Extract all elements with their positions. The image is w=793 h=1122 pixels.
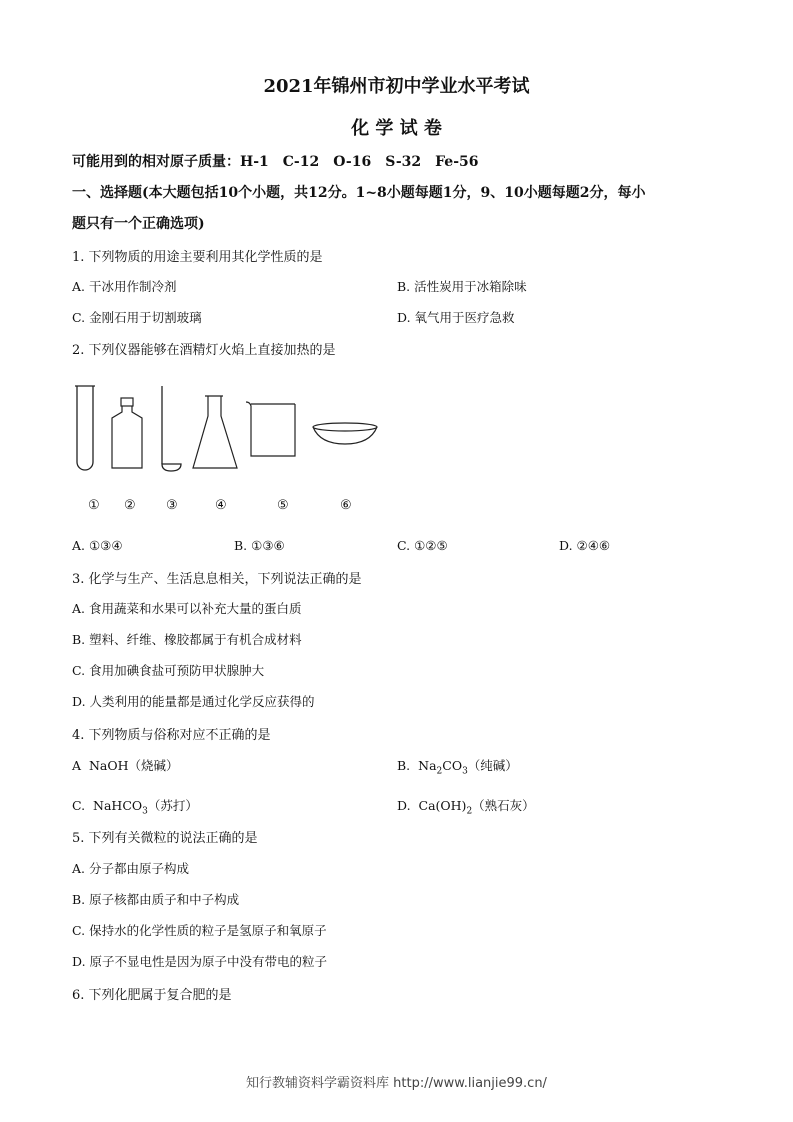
apparatus-label-1: ① xyxy=(88,498,100,513)
q4-stem: 4. 下列物质与俗称对应不正确的是 xyxy=(72,728,271,743)
q4-option-a xyxy=(72,756,179,774)
q2-option-d: D. ②④⑥ xyxy=(559,538,611,553)
apparatus-label-3: ③ xyxy=(166,498,178,513)
beaker-icon xyxy=(244,398,300,462)
apparatus-label-5: ⑤ xyxy=(277,498,289,513)
q4-option-d xyxy=(397,796,535,817)
q3-option-a: A. 食用蔬菜和水果可以补充大量的蛋白质 xyxy=(72,601,302,616)
q4-option-c-prefix: C. xyxy=(72,798,86,813)
combustion-spoon-icon xyxy=(156,384,186,476)
evaporating-dish-icon xyxy=(310,420,380,448)
q2-option-b: B. ①③⑥ xyxy=(234,538,285,553)
apparatus-label-6: ⑥ xyxy=(340,498,352,513)
atomic-masses: 可能用到的相对原子质量：H-1 C-12 O-16 S-32 Fe-56 xyxy=(72,154,479,170)
q4-option-b-formula-part: CO xyxy=(442,758,463,773)
footer-watermark: 知行教辅资料学霸资料库 http://www.lianjie99.cn/ xyxy=(246,1076,547,1091)
q5-stem: 5. 下列有关微粒的说法正确的是 xyxy=(72,831,258,846)
q5-option-c: C. 保持水的化学性质的粒子是氢原子和氧原子 xyxy=(72,923,327,938)
q1-option-b: B. 活性炭用于冰箱除味 xyxy=(397,279,527,294)
q3-stem: 3. 化学与生产、生活息息相关，下列说法正确的是 xyxy=(72,572,362,587)
conical-flask-icon xyxy=(190,392,240,474)
q2-option-c: C. ①②⑤ xyxy=(397,538,448,553)
section-instructions-line2: 题只有一个正确选项) xyxy=(72,216,205,232)
q4-option-c-formula-part: NaHCO xyxy=(93,798,143,813)
q1-option-d: D. 氧气用于医疗急救 xyxy=(397,310,515,325)
q4-option-c xyxy=(72,796,198,817)
q5-option-d: D. 原子不显电性是因为原子中没有带电的粒子 xyxy=(72,954,328,969)
q2-option-a: A. ①③④ xyxy=(72,538,123,553)
page-title: 2021年锦州市初中学业水平考试 xyxy=(263,76,530,97)
apparatus-label-2: ② xyxy=(124,498,136,513)
test-tube-icon xyxy=(72,382,98,476)
q4-option-a-text: NaOH（烧碱） xyxy=(88,758,179,773)
q3-option-d: D. 人类利用的能量都是通过化学反应获得的 xyxy=(72,694,315,709)
q4-option-b-name: （纯碱） xyxy=(467,758,518,773)
q4-option-b-prefix: B. xyxy=(397,758,411,773)
q4-option-b xyxy=(397,756,518,777)
q1-stem: 1. 下列物质的用途主要利用其化学性质的是 xyxy=(72,250,323,265)
q4-option-d-name: （熟石灰） xyxy=(472,798,535,813)
q4-option-d-formula-part: Ca(OH) xyxy=(418,798,467,813)
q4-option-b-subscript: 3 xyxy=(462,766,468,777)
q4-option-a-prefix: A xyxy=(72,758,82,773)
page-subtitle: 化 学 试 卷 xyxy=(351,118,442,139)
section-instructions-line1: 一、选择题(本大题包括10个小题，共12分。1~8小题每题1分，9、10小题每题2分，每小 xyxy=(72,185,646,201)
reagent-bottle-icon xyxy=(108,396,146,472)
q6-stem: 6. 下列化肥属于复合肥的是 xyxy=(72,988,232,1003)
q1-option-c: C. 金刚石用于切割玻璃 xyxy=(72,310,202,325)
q4-option-b-subscript: 2 xyxy=(436,766,443,777)
q5-option-a: A. 分子都由原子构成 xyxy=(72,861,189,876)
q4-option-c-name: （苏打） xyxy=(147,798,198,813)
q1-option-a: A. 干冰用作制冷剂 xyxy=(72,279,177,294)
q3-option-b: B. 塑料、纤维、橡胶都属于有机合成材料 xyxy=(72,632,302,647)
apparatus-label-4: ④ xyxy=(215,498,227,513)
q5-option-b: B. 原子核都由质子和中子构成 xyxy=(72,892,240,907)
q2-stem: 2. 下列仪器能够在酒精灯火焰上直接加热的是 xyxy=(72,343,336,358)
q3-option-c: C. 食用加碘食盐可预防甲状腺肿大 xyxy=(72,663,265,678)
q4-option-b-formula-part: Na xyxy=(418,758,437,773)
q4-option-c-subscript: 3 xyxy=(142,806,148,817)
q4-option-d-prefix: D. xyxy=(397,798,411,813)
q4-option-d-subscript: 2 xyxy=(466,806,473,817)
